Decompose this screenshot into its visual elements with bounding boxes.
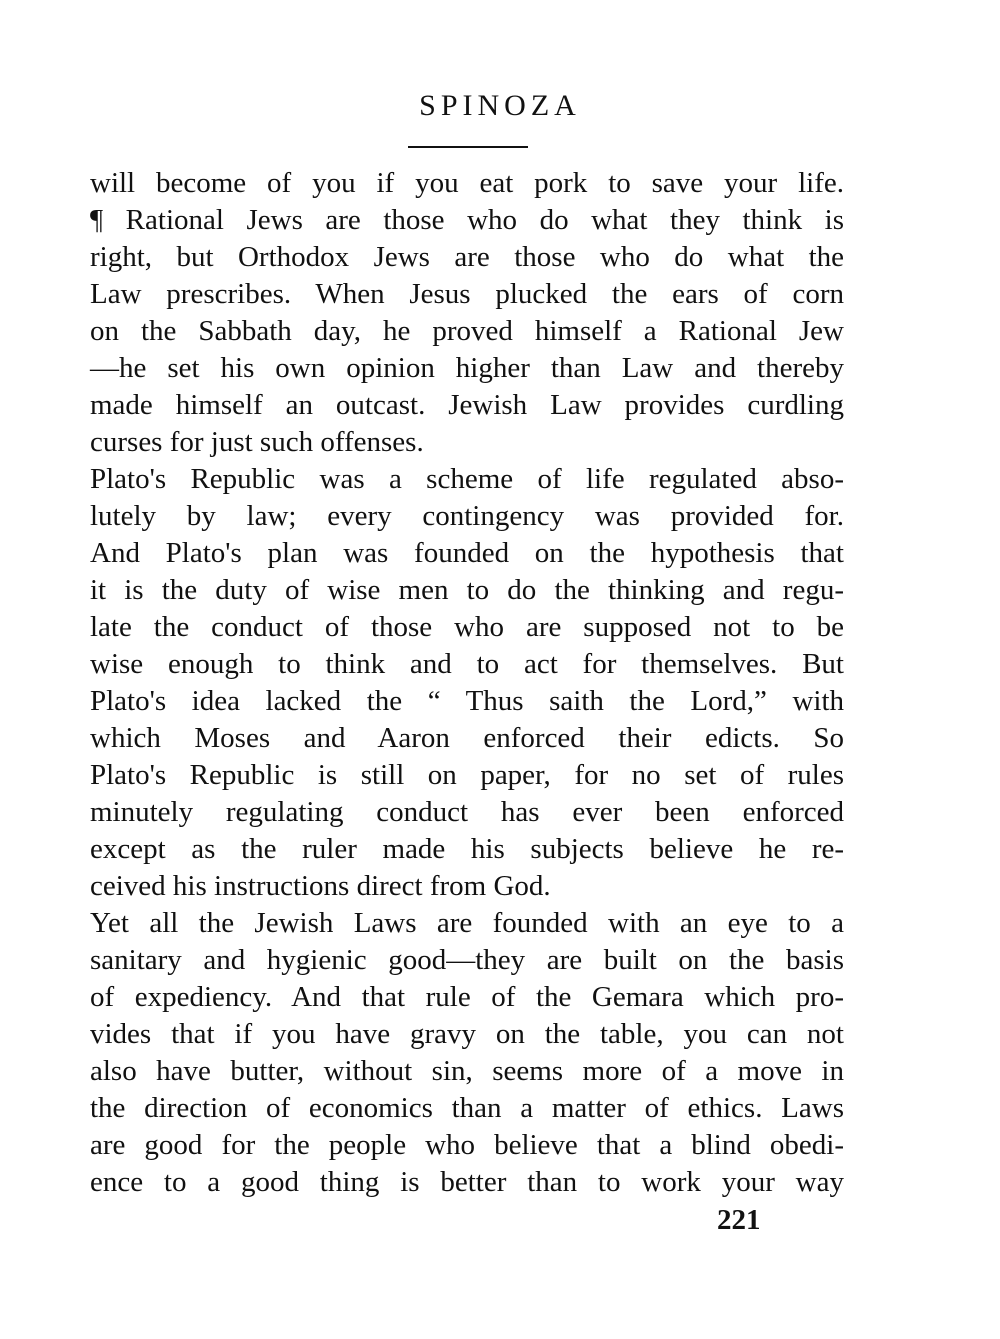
text-line: ence to a good thing is better than to work your way (90, 1166, 844, 1198)
text-line: on the Sabbath day, he proved himself a Rational Jew (90, 315, 844, 347)
text-line: it is the duty of wise men to do the thinking and regu- (90, 574, 844, 606)
text-line: right, but Orthodox Jews are those who do what the (90, 241, 844, 273)
text-line: made himself an outcast. Jewish Law provides curdling (90, 389, 844, 421)
running-head: SPINOZA (419, 89, 581, 122)
text-line: wise enough to think and to act for themselves. But (90, 648, 844, 680)
text-line: will become of you if you eat pork to save your life. (90, 167, 844, 199)
text-line: minutely regulating conduct has ever been enforced (90, 796, 844, 828)
text-line: sanitary and hygienic good—they are built on the basis (90, 944, 844, 976)
header-rule (408, 146, 528, 148)
text-line: ¶ Rational Jews are those who do what they think is (90, 204, 844, 236)
text-line: ceived his instructions direct from God. (90, 870, 551, 902)
body-text (90, 165, 844, 1201)
text-line: lutely by law; every contingency was provided for. (90, 500, 844, 532)
text-line: which Moses and Aaron enforced their edicts. So (90, 722, 844, 754)
text-line: curses for just such offenses. (90, 426, 424, 458)
text-line: vides that if you have gravy on the table, you can not (90, 1018, 844, 1050)
text-line: Law prescribes. When Jesus plucked the ears of corn (90, 278, 844, 310)
text-line: Plato's idea lacked the “ Thus saith the Lord,” with (90, 685, 844, 717)
page-number: 221 (717, 1204, 761, 1236)
text-line: are good for the people who believe that a blind obedi- (90, 1129, 844, 1161)
text-line: of expediency. And that rule of the Gemara which pro- (90, 981, 844, 1013)
text-line: also have butter, without sin, seems more of a move in (90, 1055, 844, 1087)
text-line: except as the ruler made his subjects believe he re- (90, 833, 844, 865)
text-line: late the conduct of those who are supposed not to be (90, 611, 844, 643)
text-line: Plato's Republic is still on paper, for no set of rules (90, 759, 844, 791)
text-line: And Plato's plan was founded on the hypothesis that (90, 537, 844, 569)
text-line: Plato's Republic was a scheme of life regulated abso- (90, 463, 844, 495)
text-line: the direction of economics than a matter of ethics. Laws (90, 1092, 844, 1124)
text-line: —he set his own opinion higher than Law and thereby (90, 352, 844, 384)
text-line: Yet all the Jewish Laws are founded with an eye to a (90, 907, 844, 939)
